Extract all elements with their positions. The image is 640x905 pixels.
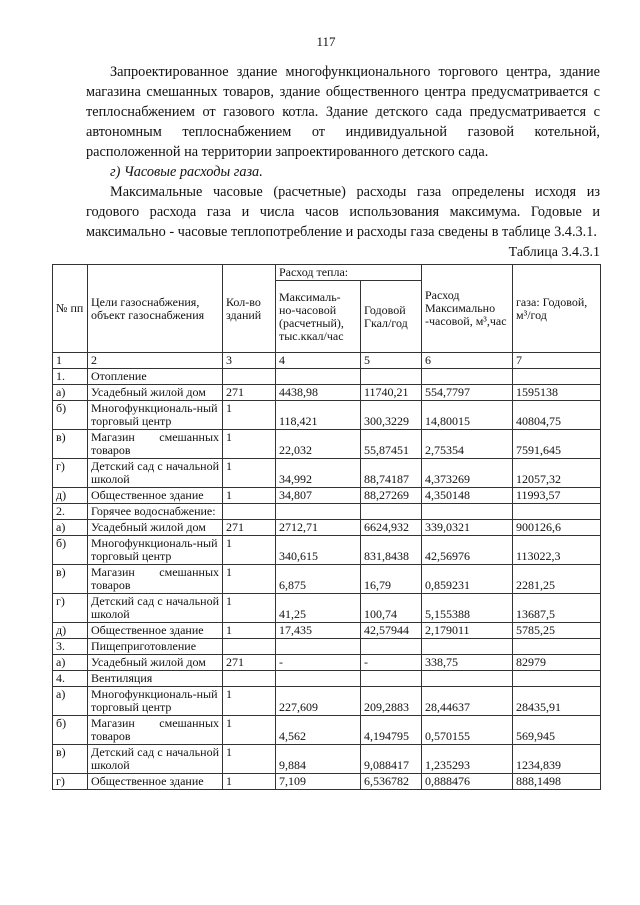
- row-heat-max: 41,25: [276, 594, 361, 623]
- column-numbers-row: [53, 353, 601, 369]
- row-gas-year: 5785,25: [513, 623, 601, 639]
- row-gas-max: 0,570155: [422, 716, 513, 745]
- row-heat-year: [361, 671, 422, 687]
- header-heat-year: Годовой Гкал/год: [361, 281, 422, 353]
- table-row: [53, 716, 601, 745]
- row-gas-year: 28435,91: [513, 687, 601, 716]
- row-heat-max: 9,884: [276, 745, 361, 774]
- row-heat-max: 6,875: [276, 565, 361, 594]
- column-number: 6: [422, 353, 513, 369]
- row-purpose: Вентиляция: [88, 671, 223, 687]
- row-purpose: Детский сад с начальной школой: [88, 745, 223, 774]
- row-heat-max: 227,609: [276, 687, 361, 716]
- header-count: Кол-во зданий: [223, 265, 276, 353]
- row-heat-max: -: [276, 655, 361, 671]
- row-count: 1: [223, 716, 276, 745]
- row-gas-max: 4,350148: [422, 488, 513, 504]
- row-gas-year: 113022,3: [513, 536, 601, 565]
- table-row: [53, 594, 601, 623]
- row-num: 4.: [53, 671, 88, 687]
- row-purpose: Усадебный жилой дом: [88, 385, 223, 401]
- row-count: 271: [223, 520, 276, 536]
- table-caption: Таблица 3.4.3.1: [508, 245, 600, 260]
- row-heat-max: [276, 504, 361, 520]
- row-purpose: Усадебный жилой дом: [88, 655, 223, 671]
- row-purpose: Магазин смешанных товаров: [88, 430, 223, 459]
- row-heat-year: [361, 639, 422, 655]
- gas-consumption-table: [52, 264, 601, 790]
- row-heat-year: 42,57944: [361, 623, 422, 639]
- row-gas-year: 82979: [513, 655, 601, 671]
- table-row: [53, 623, 601, 639]
- row-heat-year: [361, 504, 422, 520]
- row-gas-max: 2,75354: [422, 430, 513, 459]
- header-heat-max: Максималь-но-часовой (расчетный), тыс.ккал/час: [276, 281, 361, 353]
- section-row: [53, 504, 601, 520]
- row-heat-year: 88,27269: [361, 488, 422, 504]
- table-row: [53, 655, 601, 671]
- table-row: [53, 536, 601, 565]
- row-count: [223, 369, 276, 385]
- row-heat-max: 2712,71: [276, 520, 361, 536]
- row-num: а): [53, 385, 88, 401]
- row-gas-max: 339,0321: [422, 520, 513, 536]
- row-gas-year: 12057,32: [513, 459, 601, 488]
- row-gas-year: [513, 369, 601, 385]
- header-heat-group: Расход тепла:: [276, 265, 422, 281]
- table-row: [53, 488, 601, 504]
- row-purpose: Усадебный жилой дом: [88, 520, 223, 536]
- row-heat-max: [276, 671, 361, 687]
- row-purpose: Многофункциональ-ный торговый центр: [88, 536, 223, 565]
- header-gas-year: газа: Годовой, м³/год: [513, 265, 601, 353]
- row-count: [223, 671, 276, 687]
- row-heat-year: 300,3229: [361, 401, 422, 430]
- row-gas-year: 1595138: [513, 385, 601, 401]
- row-gas-max: 5,155388: [422, 594, 513, 623]
- row-heat-year: 11740,21: [361, 385, 422, 401]
- row-purpose: Пищеприготовление: [88, 639, 223, 655]
- row-gas-year: 7591,645: [513, 430, 601, 459]
- row-gas-year: 11993,57: [513, 488, 601, 504]
- row-purpose: Детский сад с начальной школой: [88, 594, 223, 623]
- row-count: 1: [223, 774, 276, 790]
- row-count: [223, 639, 276, 655]
- row-count: 1: [223, 594, 276, 623]
- row-num: г): [53, 594, 88, 623]
- row-num: б): [53, 716, 88, 745]
- row-num: 2.: [53, 504, 88, 520]
- row-gas-year: 569,945: [513, 716, 601, 745]
- row-num: 3.: [53, 639, 88, 655]
- row-purpose: Магазин смешанных товаров: [88, 565, 223, 594]
- row-heat-year: 6,536782: [361, 774, 422, 790]
- row-gas-max: 14,80015: [422, 401, 513, 430]
- row-purpose: Отопление: [88, 369, 223, 385]
- column-number: 4: [276, 353, 361, 369]
- section-row: [53, 369, 601, 385]
- row-gas-max: [422, 504, 513, 520]
- row-purpose: Детский сад с начальной школой: [88, 459, 223, 488]
- row-count: 271: [223, 385, 276, 401]
- row-purpose: Общественное здание: [88, 488, 223, 504]
- page-number: 117: [316, 34, 336, 49]
- row-count: 1: [223, 565, 276, 594]
- row-purpose: Многофункциональ-ный торговый центр: [88, 687, 223, 716]
- row-heat-max: 118,421: [276, 401, 361, 430]
- row-num: а): [53, 655, 88, 671]
- header-purpose: Цели газоснабжения, объект газоснабжения: [88, 265, 223, 353]
- row-num: в): [53, 565, 88, 594]
- row-gas-max: 338,75: [422, 655, 513, 671]
- paragraph: Запроектированное здание многофункционального торгового центра, здание магазина смешанных товаров, здание общественного центра предусматривается с теплоснабжением от газового котла. Здание детского сада предусматривается с автономным теплоснабжением от индивидуальной газовой котельной, расположенной на территории запроектированного детского сада.: [86, 64, 600, 160]
- row-heat-max: 17,435: [276, 623, 361, 639]
- row-gas-max: 554,7797: [422, 385, 513, 401]
- row-count: 1: [223, 623, 276, 639]
- row-gas-max: [422, 671, 513, 687]
- table-row: [53, 520, 601, 536]
- row-gas-year: [513, 639, 601, 655]
- table-row: [53, 745, 601, 774]
- table-row: [53, 565, 601, 594]
- row-heat-max: 34,992: [276, 459, 361, 488]
- row-heat-max: 34,807: [276, 488, 361, 504]
- header-gas-max: Расход Максимально -часовой, м³,час: [422, 265, 513, 353]
- table-row: [53, 774, 601, 790]
- row-gas-year: 13687,5: [513, 594, 601, 623]
- row-num: в): [53, 430, 88, 459]
- row-count: 1: [223, 488, 276, 504]
- row-num: а): [53, 520, 88, 536]
- column-number: 7: [513, 353, 601, 369]
- row-gas-year: [513, 671, 601, 687]
- row-heat-max: 4,562: [276, 716, 361, 745]
- row-gas-year: 900126,6: [513, 520, 601, 536]
- table-row: [53, 430, 601, 459]
- row-heat-max: 7,109: [276, 774, 361, 790]
- row-num: г): [53, 774, 88, 790]
- row-count: 1: [223, 687, 276, 716]
- row-heat-year: 831,8438: [361, 536, 422, 565]
- row-count: 1: [223, 401, 276, 430]
- row-num: д): [53, 623, 88, 639]
- row-heat-year: 88,74187: [361, 459, 422, 488]
- row-count: [223, 504, 276, 520]
- row-gas-max: 0,888476: [422, 774, 513, 790]
- column-number: 5: [361, 353, 422, 369]
- row-gas-max: [422, 639, 513, 655]
- row-heat-year: 6624,932: [361, 520, 422, 536]
- row-heat-max: 4438,98: [276, 385, 361, 401]
- row-purpose: Общественное здание: [88, 774, 223, 790]
- row-gas-max: 2,179011: [422, 623, 513, 639]
- row-num: а): [53, 687, 88, 716]
- row-gas-year: 888,1498: [513, 774, 601, 790]
- table-row: [53, 459, 601, 488]
- row-num: б): [53, 536, 88, 565]
- row-count: 1: [223, 430, 276, 459]
- section-row: [53, 639, 601, 655]
- row-num: д): [53, 488, 88, 504]
- row-purpose: Общественное здание: [88, 623, 223, 639]
- row-heat-max: 340,615: [276, 536, 361, 565]
- row-gas-year: [513, 504, 601, 520]
- row-purpose: Многофункциональ-ный торговый центр: [88, 401, 223, 430]
- row-gas-max: [422, 369, 513, 385]
- column-number: 3: [223, 353, 276, 369]
- row-purpose: Магазин смешанных товаров: [88, 716, 223, 745]
- row-gas-max: 28,44637: [422, 687, 513, 716]
- row-heat-year: 209,2883: [361, 687, 422, 716]
- row-num: б): [53, 401, 88, 430]
- row-count: 271: [223, 655, 276, 671]
- row-gas-year: 2281,25: [513, 565, 601, 594]
- column-number: 1: [53, 353, 88, 369]
- section-row: [53, 671, 601, 687]
- row-heat-max: 22,032: [276, 430, 361, 459]
- row-heat-max: [276, 369, 361, 385]
- row-num: г): [53, 459, 88, 488]
- row-gas-max: 1,235293: [422, 745, 513, 774]
- row-gas-max: 4,373269: [422, 459, 513, 488]
- table-row: [53, 401, 601, 430]
- row-count: 1: [223, 745, 276, 774]
- body-text: [86, 62, 600, 242]
- row-gas-max: 42,56976: [422, 536, 513, 565]
- row-gas-year: 40804,75: [513, 401, 601, 430]
- row-heat-max: [276, 639, 361, 655]
- row-heat-year: 100,74: [361, 594, 422, 623]
- row-heat-year: 55,87451: [361, 430, 422, 459]
- table-row: [53, 687, 601, 716]
- header-num: № пп: [53, 265, 88, 353]
- row-gas-max: 0,859231: [422, 565, 513, 594]
- row-gas-year: 1234,839: [513, 745, 601, 774]
- row-heat-year: 16,79: [361, 565, 422, 594]
- row-num: в): [53, 745, 88, 774]
- row-heat-year: [361, 369, 422, 385]
- section-heading: г) Часовые расходы газа.: [110, 164, 263, 180]
- row-count: 1: [223, 536, 276, 565]
- row-heat-year: -: [361, 655, 422, 671]
- table-row: [53, 385, 601, 401]
- row-purpose: Горячее водоснабжение:: [88, 504, 223, 520]
- row-count: 1: [223, 459, 276, 488]
- row-heat-year: 4,194795: [361, 716, 422, 745]
- column-number: 2: [88, 353, 223, 369]
- row-num: 1.: [53, 369, 88, 385]
- paragraph: Максимальные часовые (расчетные) расходы газа определены исходя из годового расхода газа и числа часов использования максимума. Годовые и максимально - часовые теплопотребление и расходы газа сведены в таблице 3.4.3.1.: [86, 184, 600, 240]
- row-heat-year: 9,088417: [361, 745, 422, 774]
